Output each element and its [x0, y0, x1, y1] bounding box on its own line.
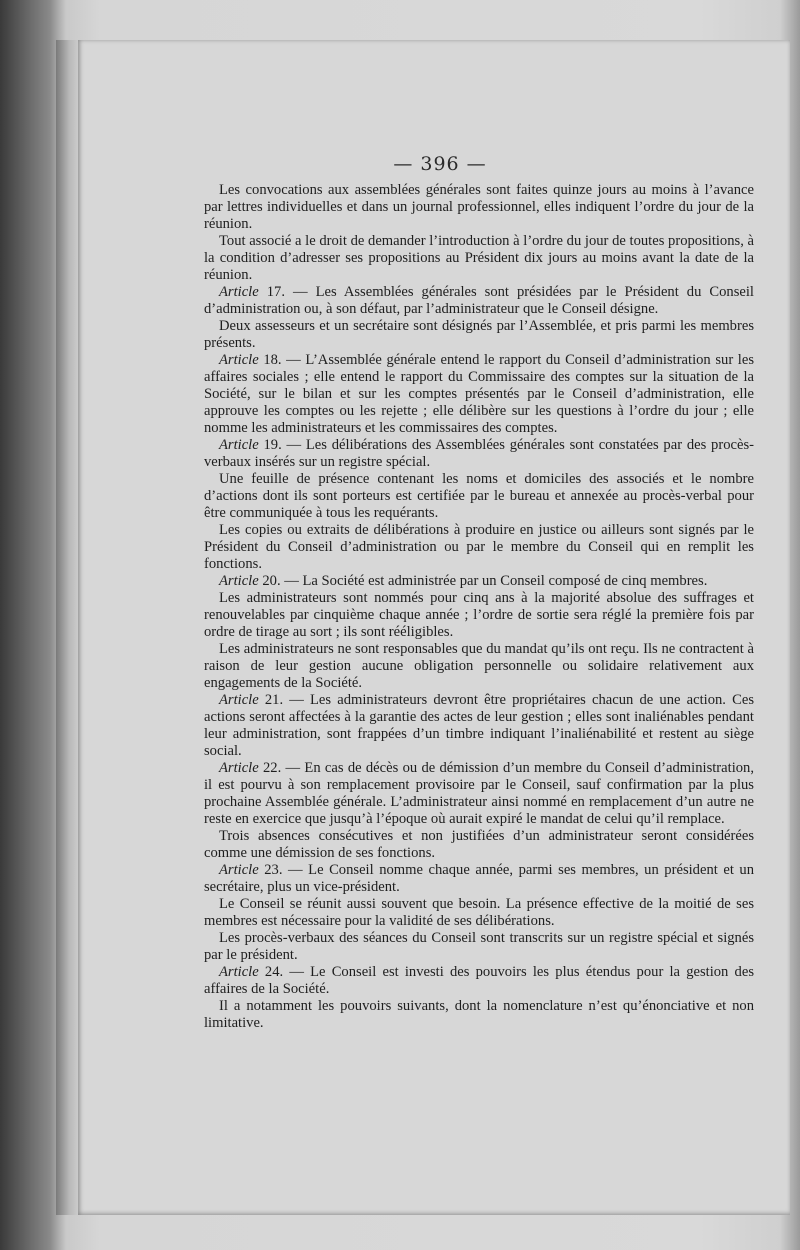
paragraph-text: Les administrateurs sont nommés pour cinq ans à la majorité absolue des suffrages et renouvelables par cinquième chaque année ; l’ordre de sortie sera réglé la première fois par ordre de tirage au sort ; ils sont rééligibles. — [204, 590, 754, 640]
article-label: Article — [219, 964, 259, 980]
paragraph-text: Une feuille de présence contenant les noms et domiciles des associés et le nombre d’actions dont ils sont porteurs est certifiée par le bureau et annexée au procès-verbal pour être communiquée à tous les requérants. — [204, 471, 754, 521]
paragraph-text: 21. — Les administrateurs devront être propriétaires chacun de une action. Ces actions seront affectées à la garantie des actes de leur gestion ; elles sont inaliénables pendant leur administration, sont frappées d’un timbre indiquant l’inaliénabilité et restent au siège social. — [204, 692, 754, 759]
book-binding — [56, 40, 78, 1215]
paragraph-text: 18. — L’Assemblée générale entend le rapport du Conseil d’administration sur les affaires sociales ; elle entend le rapport du Commissaire des comptes sur la situation de la Société, sur le bilan et sur les comptes présentés par le Conseil d’administration, elle approuve les comptes ou les rejette ; elle délibère sur les questions à l’ordre du jour ; elle nomme les administrateurs et les commissaires des comptes. — [204, 352, 754, 436]
paragraph-text: 19. — Les délibérations des Assemblées générales sont constatées par des procès-verbaux insérés sur un registre spécial. — [204, 437, 754, 470]
paragraph-text: Les convocations aux assemblées générales sont faites quinze jours au moins à l’avance par lettres individuelles et dans un journal professionnel, elles indiquent l’ordre du jour de la réunion. — [204, 182, 754, 232]
paragraph — [204, 284, 754, 318]
paragraph-text: 20. — La Société est administrée par un Conseil composé de cinq membres. — [258, 573, 708, 589]
page-number — [0, 153, 800, 175]
paragraph — [204, 964, 754, 998]
paragraph-text: Tout associé a le droit de demander l’introduction à l’ordre du jour de toutes propositions, à la condition d’adresser ses propositions au Président dix jours au moins avant la date de la réunion. — [204, 233, 754, 283]
page-number-text: — 396 — — [393, 153, 487, 175]
paragraph-text: Les procès-verbaux des séances du Conseil sont transcrits sur un registre spécial et signés par le président. — [204, 930, 754, 963]
paragraph — [204, 573, 754, 590]
paragraph-text: Les copies ou extraits de délibérations à produire en justice ou ailleurs sont signés par le Président du Conseil d’administration ou par le membre du Conseil qui en remplit les fonctions. — [204, 522, 754, 572]
paragraph-text: Les administrateurs ne sont responsables que du mandat qu’ils ont reçu. Ils ne contractent à raison de leur gestion aucune obligation personnelle ou solidaire relativement aux engagements de la Société. — [204, 641, 754, 691]
paragraph — [204, 998, 754, 1032]
paragraph — [204, 692, 754, 760]
paragraph — [204, 233, 754, 284]
article-label: Article — [219, 437, 259, 453]
paragraph — [204, 896, 754, 930]
paragraph — [204, 437, 754, 471]
paragraph — [204, 930, 754, 964]
article-label: Article — [219, 284, 259, 300]
paragraph-text: Trois absences consécutives et non justifiées d’un administrateur seront considérées comme une démission de ses fonctions. — [204, 828, 754, 861]
paragraph — [204, 590, 754, 641]
paragraph — [204, 828, 754, 862]
body-text — [204, 182, 754, 1032]
paragraph-text: 22. — En cas de décès ou de démission d’un membre du Conseil d’administration, il est pourvu à son remplacement provisoire par le Conseil, sauf confirmation par la plus prochaine Assemblée générale. L’administrateur ainsi nommé en remplacement d’un autre ne reste en exercice que jusqu’à l’époque où aurait expiré le mandat de celui qu’il remplace. — [204, 760, 754, 827]
paragraph-text: 24. — Le Conseil est investi des pouvoirs les plus étendus pour la gestion des affaires de la Société. — [204, 964, 754, 997]
article-label: Article — [219, 862, 259, 878]
paragraph — [204, 760, 754, 828]
article-label: Article — [219, 352, 259, 368]
paragraph-text: 23. — Le Conseil nomme chaque année, parmi ses membres, un président et un secrétaire, plus un vice-président. — [204, 862, 754, 895]
paragraph — [204, 641, 754, 692]
paragraph-text: 17. — Les Assemblées générales sont présidées par le Président du Conseil d’administration ou, à son défaut, par l’administrateur que le Conseil désigne. — [204, 284, 754, 317]
article-label: Article — [219, 692, 259, 708]
article-label: Article — [219, 760, 259, 776]
paragraph-text: Deux assesseurs et un secrétaire sont désignés par l’Assemblée, et pris parmi les membres présents. — [204, 318, 754, 351]
paragraph-text: Il a notamment les pouvoirs suivants, dont la nomenclature n’est qu’énonciative et non limitative. — [204, 998, 754, 1031]
article-label: Article — [219, 573, 259, 589]
paragraph — [204, 471, 754, 522]
paragraph — [204, 522, 754, 573]
paragraph — [204, 352, 754, 437]
paragraph-text: Le Conseil se réunit aussi souvent que besoin. La présence effective de la moitié de ses membres est nécessaire pour la validité de ses délibérations. — [204, 896, 754, 929]
paragraph — [204, 862, 754, 896]
paragraph — [204, 318, 754, 352]
paragraph — [204, 182, 754, 233]
